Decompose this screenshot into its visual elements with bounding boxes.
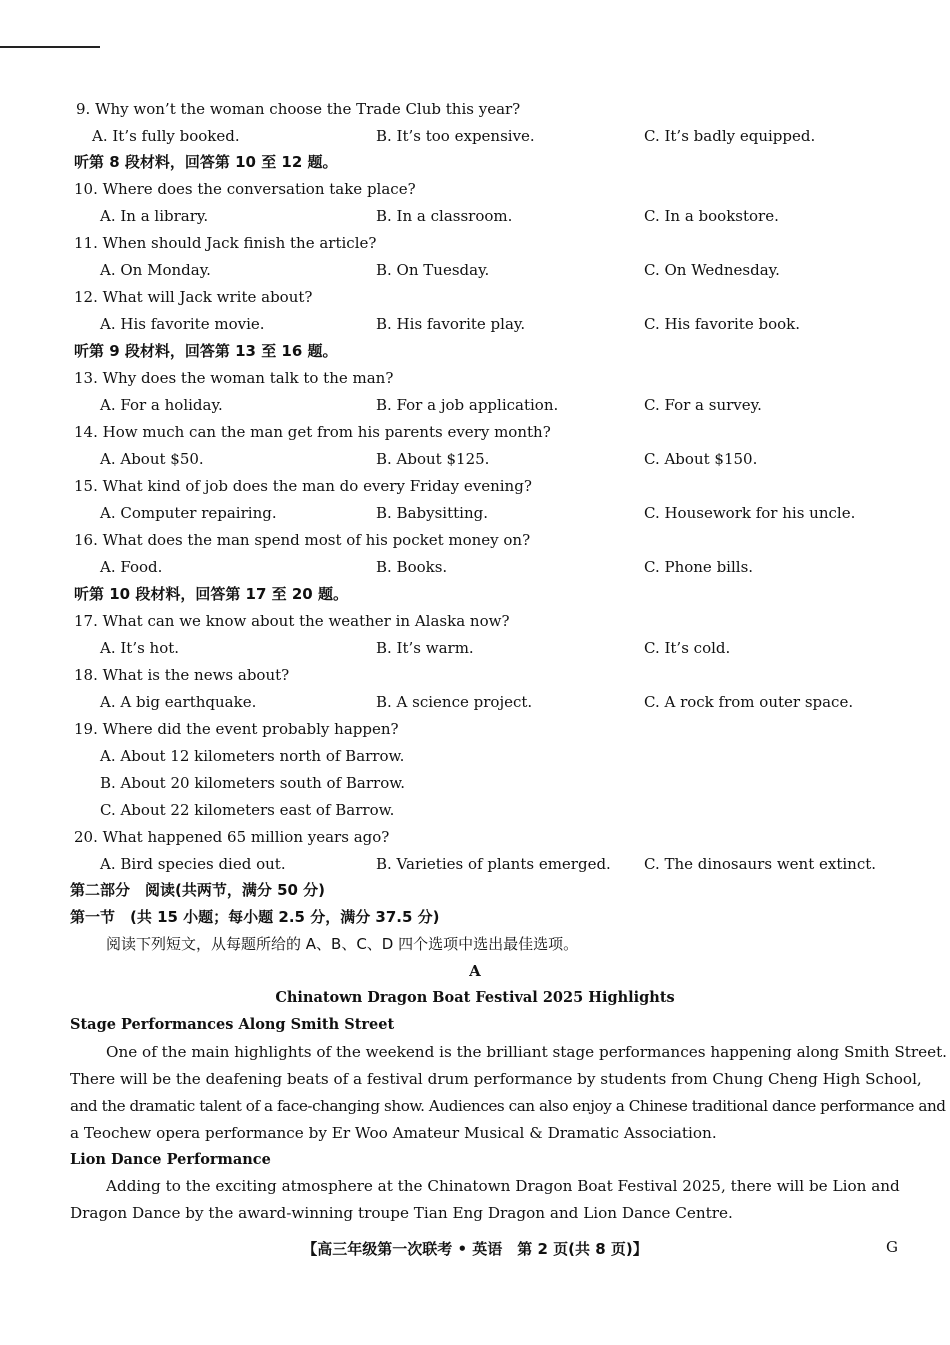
part-2-heading: 第二部分 阅读(共两节，满分 50 分) [70, 881, 326, 899]
q18-option-a: A. A big earthquake. [100, 693, 257, 711]
q20-option-b: B. Varieties of plants emerged. [376, 855, 611, 873]
section-10-heading: 听第 10 段材料，回答第 17 至 20 题。 [74, 585, 348, 603]
q15-option-a: A. Computer repairing. [100, 504, 277, 522]
q15-option-c: C. Housework for his uncle. [644, 504, 856, 522]
q14-option-a: A. About $50. [100, 450, 204, 468]
q18-option-b: B. A science project. [376, 693, 533, 711]
q16-option-c: C. Phone bills. [644, 558, 754, 576]
paragraph-line: There will be the deafening beats of a festival drum performance by students from Chung Cheng High School, [70, 1070, 922, 1088]
q14-option-b: B. About $125. [376, 450, 490, 468]
q16-option-a: A. Food. [100, 558, 163, 576]
paragraph-line: Adding to the exciting atmosphere at the Chinatown Dragon Boat Festival 2025, there will be Lion and [106, 1177, 900, 1195]
q9-option-c: C. It’s badly equipped. [644, 127, 816, 145]
q17-option-b: B. It’s warm. [376, 639, 474, 657]
q10-option-c: C. In a bookstore. [644, 207, 779, 225]
q17-option-c: C. It’s cold. [644, 639, 731, 657]
paragraph-lion-dance [70, 1173, 900, 1227]
q12-option-a: A. His favorite movie. [100, 315, 265, 333]
question-16: 16. What does the man spend most of his pocket money on? [74, 531, 531, 549]
page-footer: 【高三年级第一次联考 • 英语 第 2 页(共 8 页)】 [302, 1240, 648, 1258]
q11-option-a: A. On Monday. [100, 261, 211, 279]
section-1-heading: 第一节 (共 15 小题；每小题 2.5 分，满分 37.5 分) [70, 908, 440, 926]
question-9: 9. Why won’t the woman choose the Trade Club this year? [76, 100, 521, 118]
footer-code: G [886, 1238, 898, 1256]
q12-option-c: C. His favorite book. [644, 315, 800, 333]
q18-option-c: C. A rock from outer space. [644, 693, 854, 711]
passage-title: Chinatown Dragon Boat Festival 2025 Highlights [275, 989, 675, 1006]
q9-option-a: A. It’s fully booked. [92, 127, 240, 145]
passage-letter: A [469, 962, 481, 980]
q14-option-c: C. About $150. [644, 450, 758, 468]
paragraph-line: One of the main highlights of the weekend is the brilliant stage performances happening along Smith Street. [106, 1043, 948, 1061]
q13-option-b: B. For a job application. [376, 396, 559, 414]
subheading-stage: Stage Performances Along Smith Street [70, 1016, 395, 1033]
question-20: 20. What happened 65 million years ago? [74, 828, 390, 846]
paragraph-line: a Teochew opera performance by Er Woo Amateur Musical & Dramatic Association. [70, 1124, 717, 1142]
header-rule [0, 46, 100, 48]
section-9-heading: 听第 9 段材料，回答第 13 至 16 题。 [74, 342, 338, 360]
question-15: 15. What kind of job does the man do every Friday evening? [74, 477, 532, 495]
q13-option-a: A. For a holiday. [100, 396, 223, 414]
q9-option-b: B. It’s too expensive. [376, 127, 535, 145]
question-18: 18. What is the news about? [74, 666, 290, 684]
question-14: 14. How much can the man get from his parents every month? [74, 423, 551, 441]
paragraph-line: and the dramatic talent of a face-changing show. Audiences can also enjoy a Chinese traditional dance performance and [70, 1097, 946, 1115]
q11-option-c: C. On Wednesday. [644, 261, 780, 279]
paragraph-stage [70, 1039, 948, 1147]
q10-option-b: B. In a classroom. [376, 207, 513, 225]
paragraph-line: Dragon Dance by the award-winning troupe Tian Eng Dragon and Lion Dance Centre. [70, 1204, 733, 1222]
q12-option-b: B. His favorite play. [376, 315, 526, 333]
q20-option-c: C. The dinosaurs went extinct. [644, 855, 877, 873]
q10-option-a: A. In a library. [100, 207, 209, 225]
question-11: 11. When should Jack finish the article? [74, 234, 377, 252]
section-8-heading: 听第 8 段材料，回答第 10 至 12 题。 [74, 153, 338, 171]
question-10: 10. Where does the conversation take place? [74, 180, 416, 198]
q15-option-b: B. Babysitting. [376, 504, 488, 522]
q11-option-b: B. On Tuesday. [376, 261, 490, 279]
question-17: 17. What can we know about the weather in Alaska now? [74, 612, 510, 630]
q19-option-c: C. About 22 kilometers east of Barrow. [100, 801, 395, 819]
subheading-lion-dance: Lion Dance Performance [70, 1151, 271, 1168]
q16-option-b: B. Books. [376, 558, 448, 576]
question-19: 19. Where did the event probably happen? [74, 720, 399, 738]
q19-option-a: A. About 12 kilometers north of Barrow. [100, 747, 405, 765]
reading-instruction: 阅读下列短文，从每题所给的 A、B、C、D 四个选项中选出最佳选项。 [106, 935, 579, 953]
q19-option-b: B. About 20 kilometers south of Barrow. [100, 774, 406, 792]
question-12: 12. What will Jack write about? [74, 288, 313, 306]
q20-option-a: A. Bird species died out. [100, 855, 286, 873]
question-13: 13. Why does the woman talk to the man? [74, 369, 394, 387]
q13-option-c: C. For a survey. [644, 396, 762, 414]
q17-option-a: A. It’s hot. [100, 639, 180, 657]
